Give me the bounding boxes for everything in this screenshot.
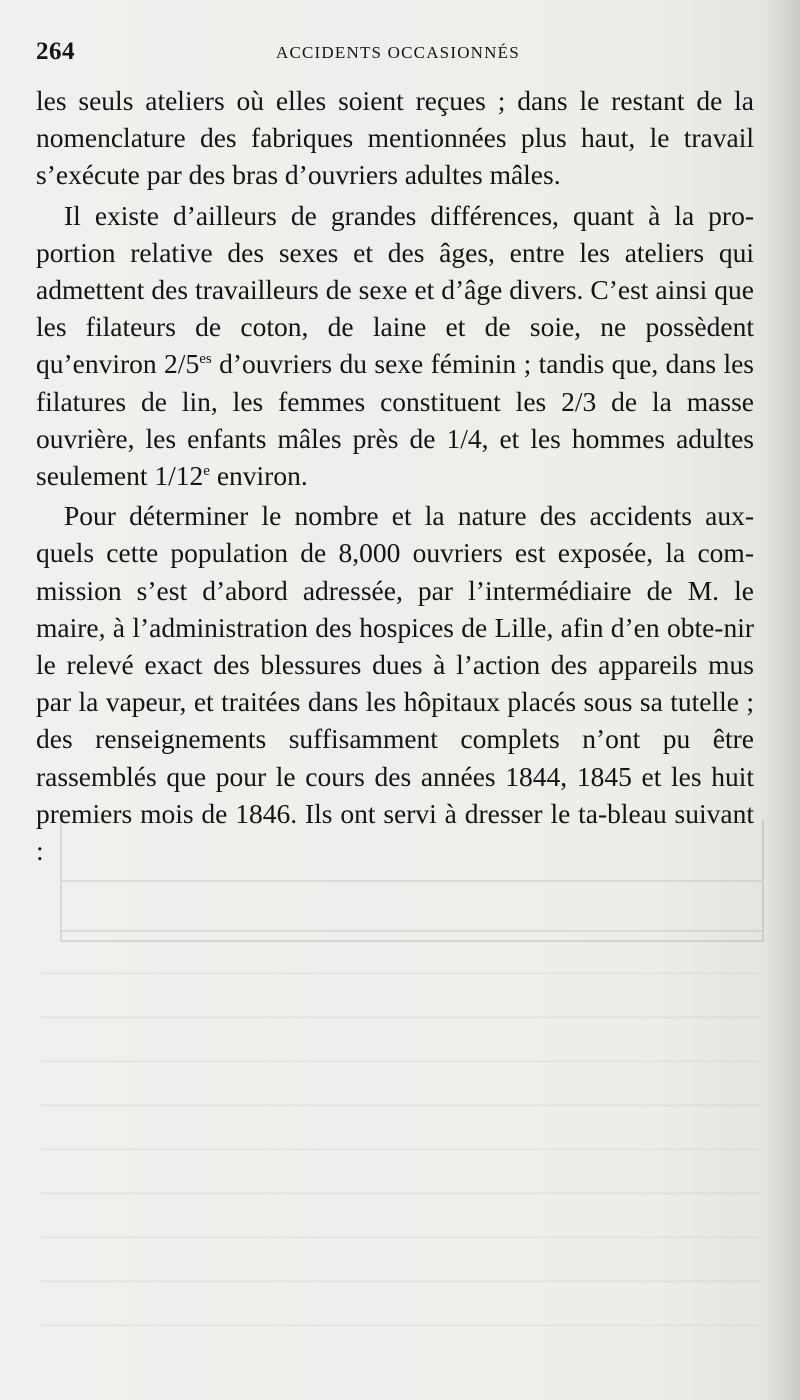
paragraph-2-text-c: environ. <box>209 460 308 492</box>
superscript-es: es <box>199 351 212 368</box>
page-edge-shadow <box>764 0 800 1400</box>
paragraph-2-text-a: Il existe d’ailleurs de grandes différences, quant à la pro-portion relative des sexes et des âges, entre les ateliers qui admettent des travailleurs de sexe et d’âge divers. C’est ainsi que les filateurs de coton, de laine et de soie, ne possèdent qu’environ 2/5 <box>36 199 754 380</box>
show-through-text <box>40 930 760 1370</box>
paragraph-2 <box>36 197 754 495</box>
superscript-e: e <box>203 462 210 479</box>
page-number: 264 <box>36 38 75 65</box>
paragraph-3 <box>36 497 754 869</box>
running-head: ACCIDENTS OCCASIONNÉS <box>276 43 520 62</box>
paragraph-1 <box>36 82 754 194</box>
body-text <box>36 82 754 869</box>
paragraph-3-text: Pour déterminer le nombre et la nature des accidents aux-quels cette population de 8,000 ouvriers est exposée, la com-mission s’est d’abord adressée, par l’intermédiaire de M. le maire, à l’administration des hospices de Lille, afin d’en obte-nir le relevé exact des blessures dues à l’action des appareils mus par la vapeur, et traitées dans les hôpitaux placés sous sa tutelle ; des renseignements suffisamment complets n’ont pu être rassemblés que pour le cours des années 1844, 1845 et les huit premiers mois de 1846. Ils ont servi à dresser le ta-bleau suivant : <box>36 500 754 867</box>
paragraph-2-text-b: d’ouvriers du sexe féminin ; tandis que, dans les filatures de lin, les femmes constituent les 2/3 de la masse ouvrière, les enfants mâles près de 1/4, et les hommes adultes seulement 1/12 <box>36 348 754 492</box>
paragraph-1-text: les seuls ateliers où elles soient reçues ; dans le restant de la nomenclature des fabriques mentionnées plus haut, le travail s’exécute par des bras d’ouvriers adultes mâles. <box>36 85 754 191</box>
page-header <box>36 38 754 74</box>
show-through-table <box>60 820 764 942</box>
